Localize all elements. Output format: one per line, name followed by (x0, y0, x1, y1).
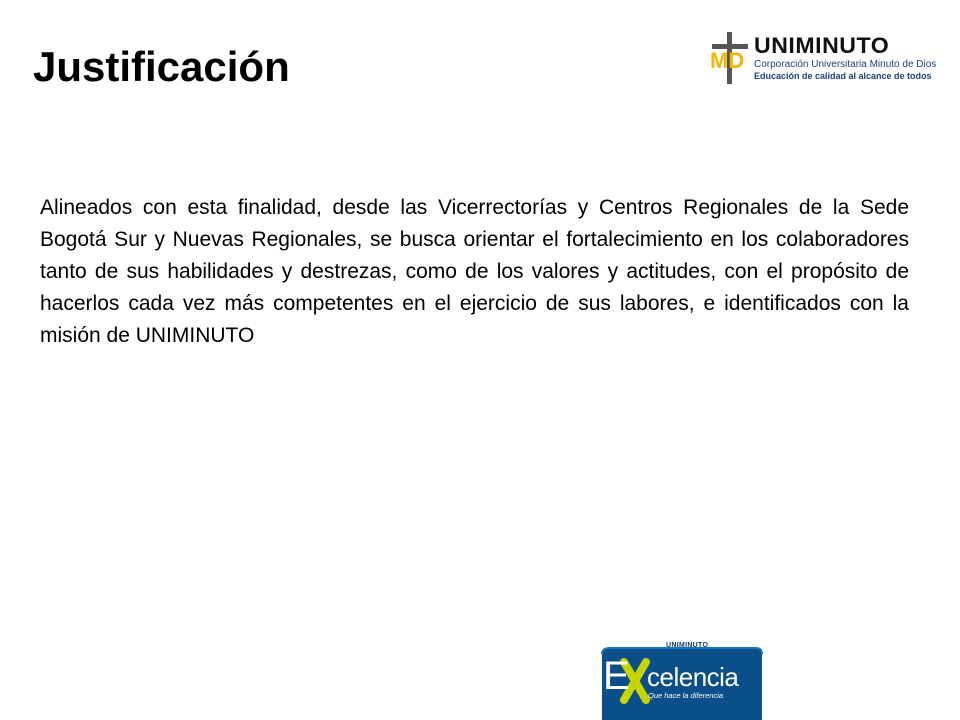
uniminuto-logo (708, 30, 937, 86)
body-paragraph: Alineados con esta finalidad, desde las Vicerrectorías y Centros Regionales de la Sede Bogotá Sur y Nuevas Regionales, se busca orientar el fortalecimiento en los colaboradores tanto de sus habilidades y destrezas, como de los valores y actitudes, con el propósito de hacerlos cada vez más competentes en el ejercicio de sus labores, e identificados con la misión de UNIMINUTO (40, 196, 909, 347)
logo-subtitle: Corporación Universitaria Minuto de Dios (754, 59, 937, 70)
footer-brand: UNIMINUTO (666, 642, 709, 649)
logo-tagline: Educación de calidad al alcance de todos (754, 71, 932, 81)
logo-name: UNIMINUTO (754, 33, 890, 58)
uniminuto-mark-icon (708, 30, 754, 86)
footer-tagline: Que hace la diferencia (648, 691, 724, 700)
logo-mark-text: MD (710, 48, 745, 73)
footer-letter: E (603, 654, 630, 698)
footer-word: celencia (647, 662, 739, 692)
slide-title: Justificación (33, 43, 290, 90)
excelencia-logo (596, 640, 766, 720)
